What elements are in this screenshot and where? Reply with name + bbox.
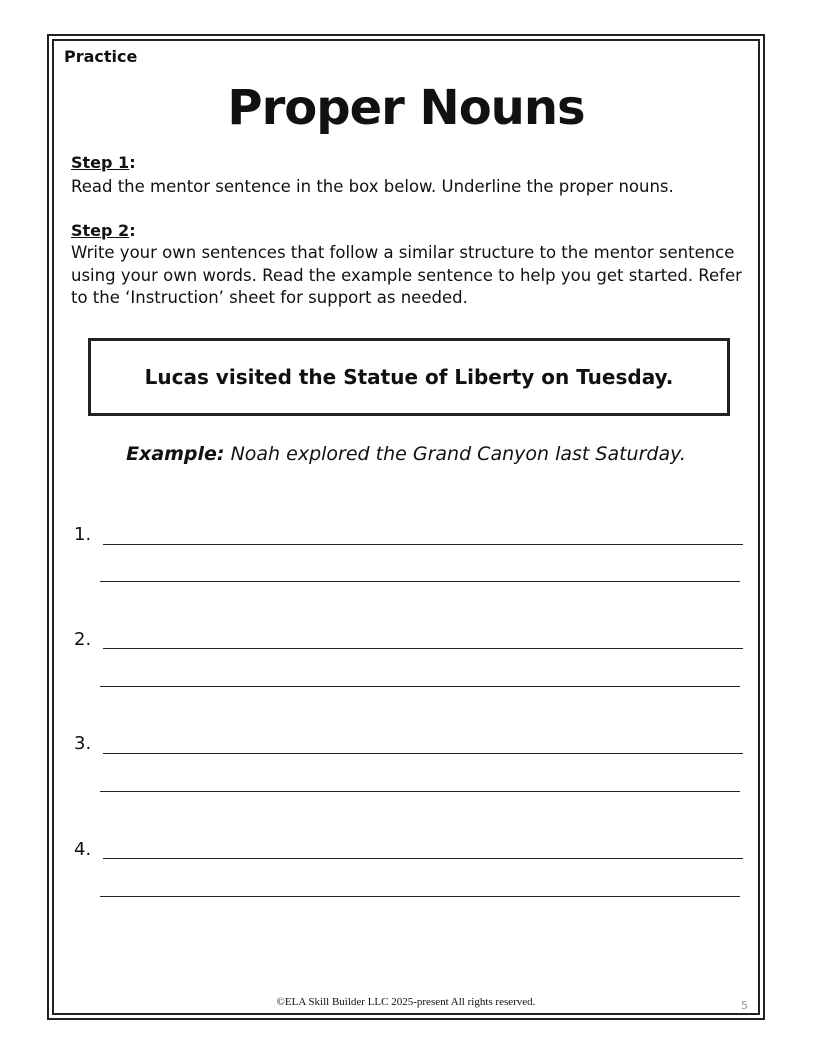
answer-number-2: 2. [74,629,92,650]
step-1-instructions: Read the mentor sentence in the box below. Underline the proper nouns. [71,177,674,196]
copyright-footer: ©ELA Skill Builder LLC 2025-present All rights reserved. [276,996,536,1008]
section-label: Practice [64,47,138,66]
answer-line-4a[interactable] [103,858,743,859]
example-text: Noah explored the Grand Canyon last Saturday. [230,443,686,465]
step-2-label: Step 2 [71,221,130,240]
mentor-sentence-box [88,338,730,416]
answer-line-2a[interactable] [103,648,743,649]
step-1-heading: Step 1: [71,153,136,172]
answer-line-1b[interactable] [100,581,740,582]
answer-number-1: 1. [74,524,92,545]
answer-line-1a[interactable] [103,544,743,545]
example-sentence [56,443,756,465]
page-title: Proper Nouns [227,80,585,136]
answer-line-3a[interactable] [103,753,743,754]
step-2-instructions: Write your own sentences that follow a similar structure to the mentor sentence using your own words. Read the example sentence to help you get started. Refer to the ‘Instruction’ sheet for support as needed. [71,243,742,307]
answer-line-4b[interactable] [100,896,740,897]
mentor-sentence: Lucas visited the Statue of Liberty on Tuesday. [144,365,674,389]
example-label: Example: [126,443,225,465]
answer-number-3: 3. [74,733,92,754]
step-2-heading: Step 2: [71,221,136,240]
step-1-label: Step 1 [71,153,130,172]
answer-number-4: 4. [74,839,92,860]
answer-line-2b[interactable] [100,686,740,687]
answer-line-3b[interactable] [100,791,740,792]
page-number: 5 [741,999,748,1012]
